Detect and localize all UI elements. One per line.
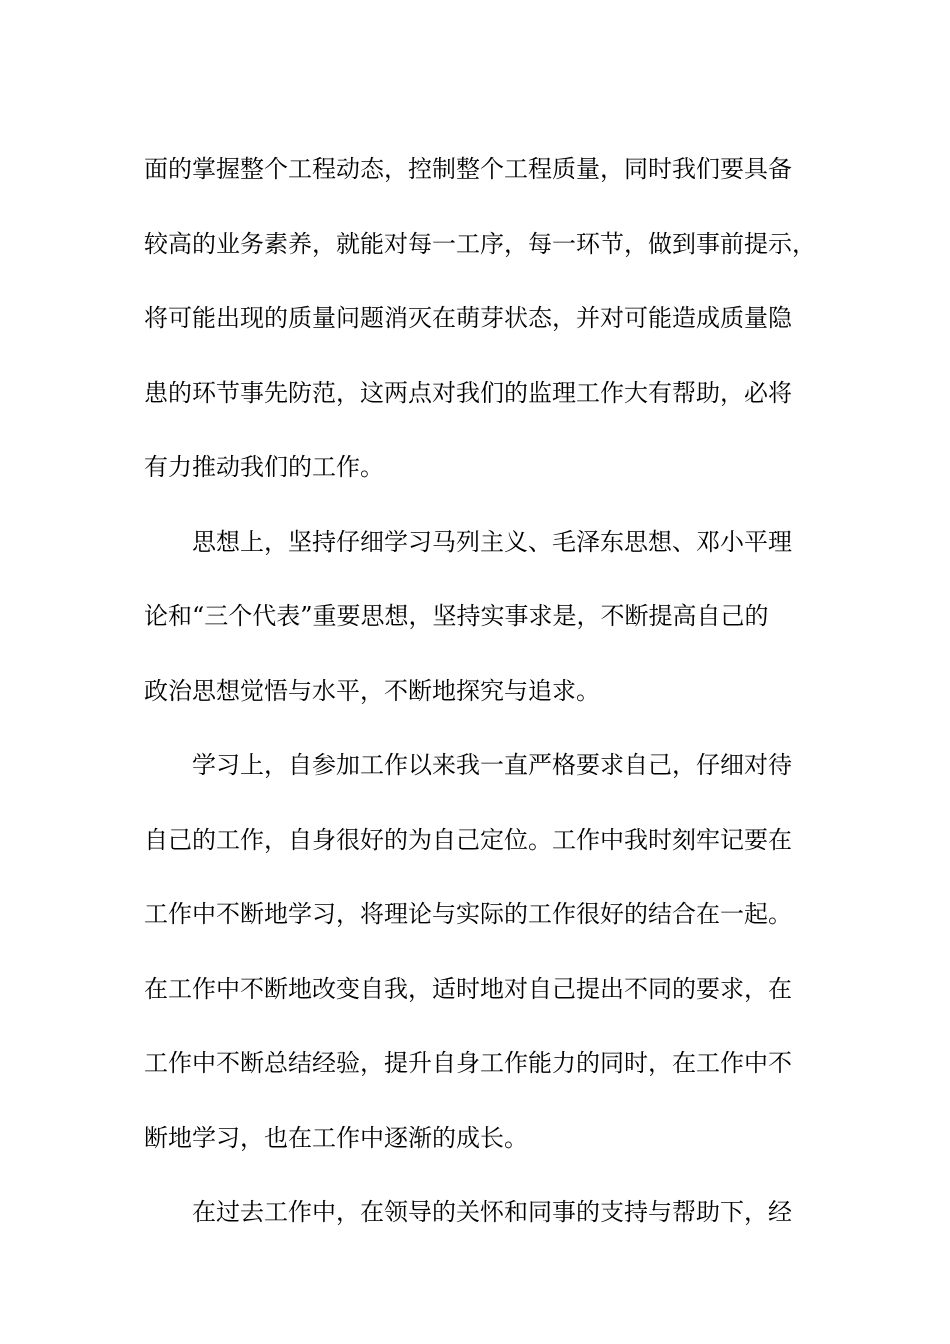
paragraph-first-line: 在过去工作中，在领导的关怀和同事的支持与帮助下，经 [192,1198,792,1226]
text-line: 自己的工作，自身很好的为自己定位。工作中我时刻牢记要在 [144,825,792,854]
text-line: 面的掌握整个工程动态，控制整个工程质量，同时我们要具备 [144,155,792,183]
text-line: 工作中不断地学习，将理论与实际的工作很好的结合在一起。 [144,900,792,928]
text-line: 将可能出现的质量问题消灭在萌芽状态，并对可能造成质量隐 [144,304,792,332]
paragraph-first-line: 思想上，坚持仔细学习马列主义、毛泽东思想、邓小平理 [192,527,792,556]
paragraph-first-line: 学习上，自参加工作以来我一直严格要求自己，仔细对待 [192,751,792,779]
body-text [144,132,816,1250]
text-line: 论和“三个代表”重要思想，坚持实事求是，不断提高自己的 [144,602,769,630]
text-line: 有力推动我们的工作。 [144,453,384,481]
text-line: 断地学习，也在工作中逐渐的成长。 [144,1123,528,1152]
text-line: 患的环节事先防范，这两点对我们的监理工作大有帮助，必将 [144,378,792,407]
text-line: 政治思想觉悟与水平，不断地探究与追求。 [144,676,600,705]
text-line: 工作中不断总结经验，提升自身工作能力的同时，在工作中不 [144,1049,792,1077]
text-line: 较高的业务素养，就能对每一工序，每一环节，做到事前提示， [144,229,816,258]
text-line: 在工作中不断地改变自我，适时地对自己提出不同的要求，在 [144,974,792,1003]
